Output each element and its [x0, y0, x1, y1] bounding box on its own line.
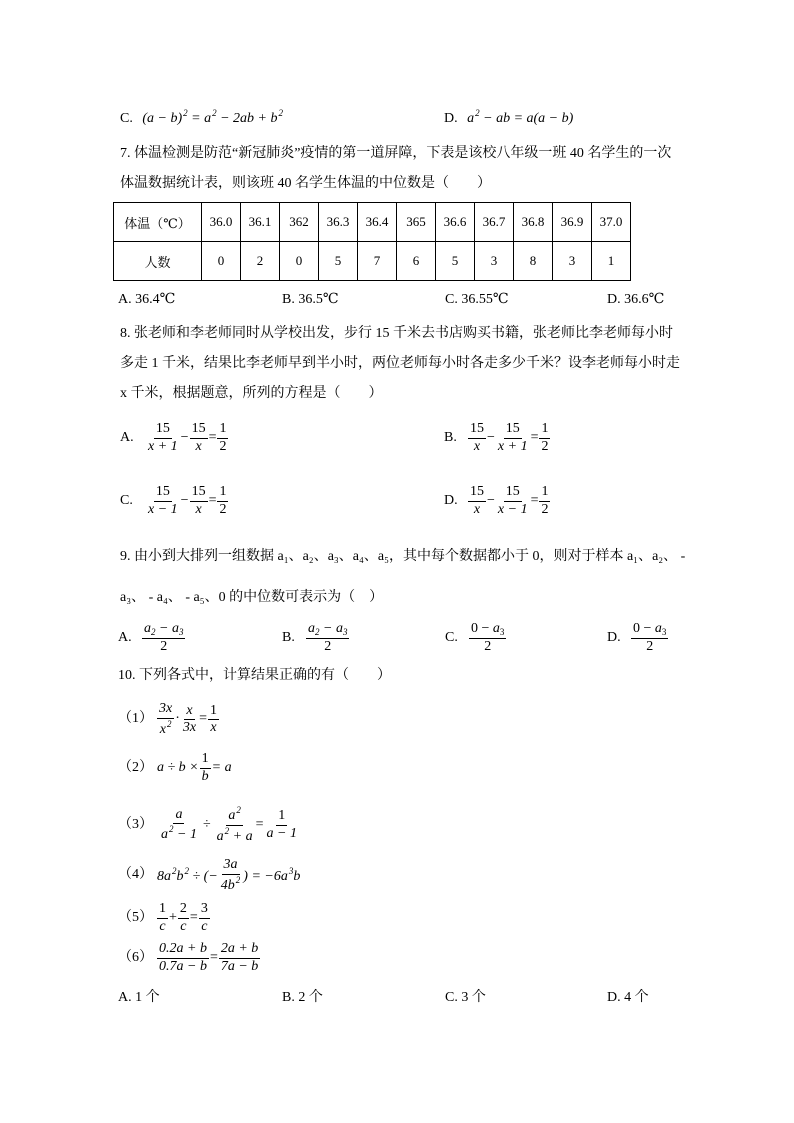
q9-option-c: C. $\frac{0 - a_3}{2}$: [445, 621, 505, 655]
count-cell: 5: [319, 242, 358, 281]
count-cell: 0: [280, 242, 319, 281]
q7-option-d: D. 36.6℃: [607, 292, 665, 307]
q10-option-b: B. 2 个: [282, 990, 323, 1005]
q7-option-b: B. 36.5℃: [282, 292, 339, 307]
q10-option-d: D. 4 个: [607, 990, 649, 1005]
q8-option-a: A. $\frac{15}{x + 1}$ − $\frac{15}{x}$ = $\frac{1}{2}$: [120, 421, 227, 454]
q7-stem-line1: 7. 体温检测是防范“新冠肺炎”疫情的第一道屏障，下表是该校八年级一班 40 名学生的一次: [120, 146, 672, 161]
q6-option-c: C. $(a - b)^2 = a^2 - 2ab + b^2$: [120, 108, 283, 126]
count-cell: 5: [436, 242, 475, 281]
q9-stem-line2: a₃、 - a₄、 - a₅、0 的中位数可表示为（ ）: [120, 590, 384, 605]
temp-cell: 36.8: [514, 203, 553, 242]
q10-option-a: A. 1 个: [118, 990, 160, 1005]
count-cell: 1: [592, 242, 631, 281]
q9-stem-line1: 9. 由小到大排列一组数据 a₁、a₂、a₃、a₄、a₅，其中每个数据都小于 0，则对于样本 a₁、a₂、 -: [120, 549, 686, 564]
q7-option-c: C. 36.55℃: [445, 292, 509, 307]
temp-cell: 36.9: [553, 203, 592, 242]
count-cell: 3: [553, 242, 592, 281]
temp-cell: 36.1: [241, 203, 280, 242]
temp-cell: 36.6: [436, 203, 475, 242]
temp-cell: 37.0: [592, 203, 631, 242]
q10-item-5: （5） $\frac{1}{c}$ + $\frac{2}{c}$ = $\frac{3}{c}$: [118, 901, 208, 934]
q8-option-d: D. $\frac{15}{x}$ − $\frac{15}{x - 1}$ = $\frac{1}{2}$: [444, 484, 549, 517]
q8-option-c: C. $\frac{15}{x - 1}$ − $\frac{15}{x}$ = $\frac{1}{2}$: [120, 484, 227, 517]
count-cell: 2: [241, 242, 280, 281]
q10-item-2: （2） a ÷ b × $\frac{1}{b}$ = a: [118, 751, 232, 784]
temperature-table: [113, 202, 631, 281]
temp-cell: 36.4: [358, 203, 397, 242]
temp-cell: 36.0: [202, 203, 241, 242]
q7-stem-line2: 体温数据统计表，则该班 40 名学生体温的中位数是（ ）: [120, 176, 491, 191]
q8-option-b: B. $\frac{15}{x}$ − $\frac{15}{x + 1}$ = $\frac{1}{2}$: [444, 421, 549, 454]
table-row: [114, 242, 631, 281]
temp-cell: 365: [397, 203, 436, 242]
temp-cell: 36.7: [475, 203, 514, 242]
table-header-temp: 体温（℃）: [114, 203, 202, 242]
q10-stem: 10. 下列各式中，计算结果正确的有（ ）: [118, 668, 391, 683]
q9-option-b: B. $\frac{a_2 - a_3}{2}$: [282, 621, 348, 655]
q8-stem-line2: 多走 1 千米，结果比李老师早到半小时，两位老师每小时各走多少千米？设李老师每小时走: [120, 356, 680, 371]
count-cell: 6: [397, 242, 436, 281]
table-header-count: 人数: [114, 242, 202, 281]
count-cell: 8: [514, 242, 553, 281]
temp-cell: 362: [280, 203, 319, 242]
q9-option-a: A. $\frac{a_2 - a_3}{2}$: [118, 621, 184, 655]
table-row: [114, 203, 631, 242]
q7-option-a: A. 36.4℃: [118, 292, 176, 307]
q10-option-c: C. 3 个: [445, 990, 486, 1005]
q10-item-1: （1） $\frac{3x}{x^2}$ · $\frac{x}{3x}$ = $\frac{1}{x}$: [118, 701, 218, 737]
q10-item-3: （3） $\frac{a}{a^2 - 1}$ ÷ $\frac{a^2}{a^2 + a}$ = $\frac{1}{a - 1}$: [118, 805, 297, 844]
q6-option-d: D. $a^2$ − ab = a(a − b): [444, 108, 574, 126]
count-cell: 7: [358, 242, 397, 281]
count-cell: 3: [475, 242, 514, 281]
q8-stem-line1: 8. 张老师和李老师同时从学校出发，步行 15 千米去书店购买书籍，张老师比李老师每小时: [120, 326, 673, 341]
q10-item-6: （6） $\frac{0.2a + b}{0.7a - b}$ = $\frac{2a + b}{7a - b}$: [118, 941, 259, 974]
q8-stem-line3: x 千米，根据题意，所列的方程是（ ）: [120, 386, 383, 401]
count-cell: 0: [202, 242, 241, 281]
q10-item-4: （4） $8a^2b^2$ ÷ (− $\frac{3a}{4b^2}$ ) = $-6a^3b$: [118, 857, 301, 893]
temp-cell: 36.3: [319, 203, 358, 242]
q9-option-d: D. $\frac{0 - a_3}{2}$: [607, 621, 667, 655]
